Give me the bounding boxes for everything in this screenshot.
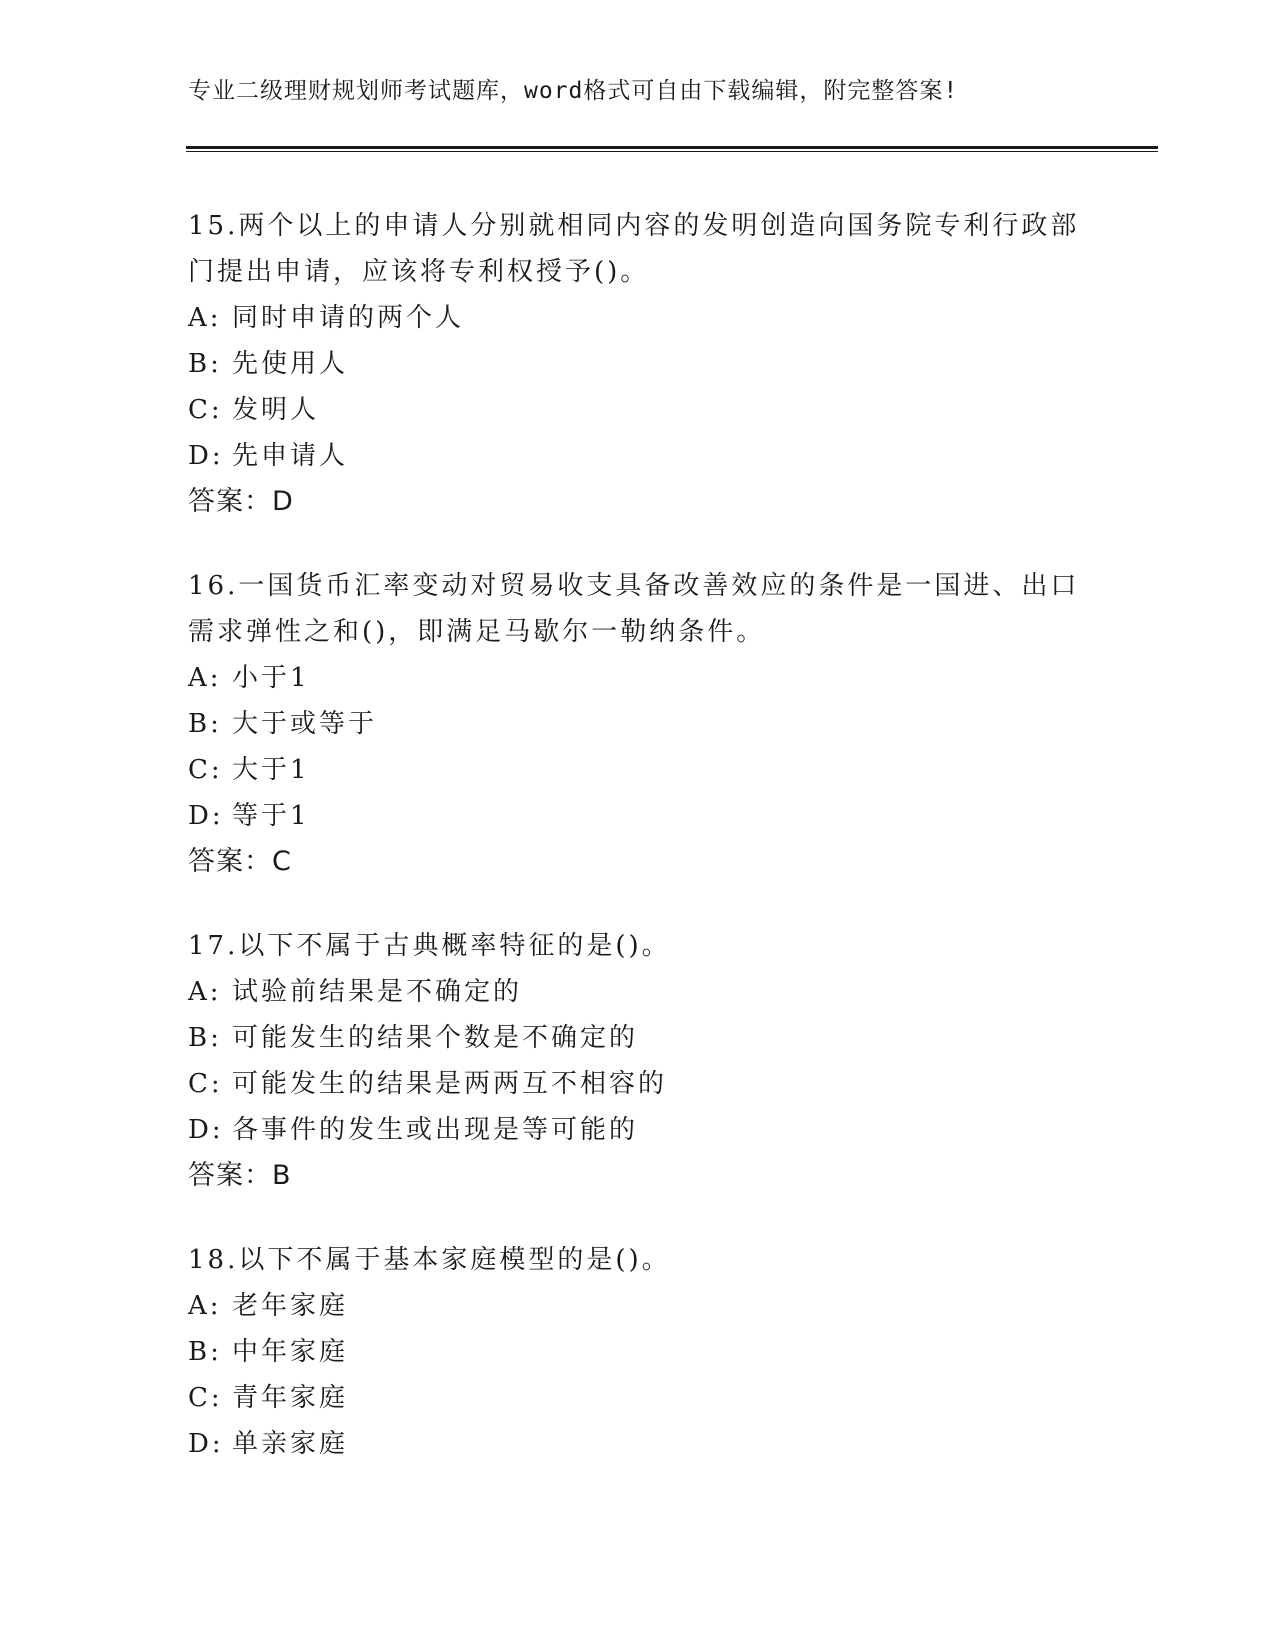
question-16	[188, 563, 1088, 885]
option-a	[188, 295, 1088, 341]
option-c	[188, 387, 1088, 433]
option-text: 大于或等于	[232, 709, 378, 739]
option-letter: C:	[188, 1383, 223, 1413]
option-letter: B:	[188, 1337, 222, 1367]
answer-line: 答案：D	[188, 486, 294, 517]
question-stem: 17.以下不属于古典概率特征的是()。	[188, 931, 671, 961]
page-header: 专业二级理财规划师考试题库，word格式可自由下载编辑，附完整答案!	[188, 78, 959, 104]
option-a	[188, 969, 1088, 1015]
option-c	[188, 1375, 1088, 1421]
option-text: 发明人	[232, 395, 320, 425]
question-list	[188, 203, 1088, 1505]
option-d	[188, 433, 1088, 479]
question-15	[188, 203, 1088, 525]
option-text: 可能发生的结果是两两互不相容的	[232, 1069, 668, 1099]
option-letter: A:	[188, 303, 222, 333]
option-letter: C:	[188, 1069, 223, 1099]
option-letter: A:	[188, 977, 222, 1007]
question-17	[188, 923, 1088, 1199]
option-d	[188, 1421, 1088, 1467]
option-text: 可能发生的结果个数是不确定的	[232, 1023, 639, 1053]
option-text: 中年家庭	[232, 1337, 349, 1367]
option-letter: A:	[188, 1291, 222, 1321]
question-stem: 18.以下不属于基本家庭模型的是()。	[188, 1245, 671, 1275]
option-letter: B:	[188, 349, 222, 379]
header-divider	[186, 146, 1158, 152]
option-letter: B:	[188, 1023, 222, 1053]
option-letter: A:	[188, 663, 222, 693]
option-letter: C:	[188, 395, 223, 425]
option-text: 单亲家庭	[232, 1429, 349, 1459]
option-a	[188, 1283, 1088, 1329]
option-text: 等于1	[232, 801, 310, 831]
option-text: 小于1	[232, 663, 310, 693]
option-d	[188, 793, 1088, 839]
option-b	[188, 341, 1088, 387]
answer-line: 答案：C	[188, 846, 292, 877]
option-text: 先申请人	[232, 441, 349, 471]
option-letter: C:	[188, 755, 223, 785]
option-text: 各事件的发生或出现是等可能的	[232, 1115, 639, 1145]
option-c	[188, 747, 1088, 793]
option-letter: D:	[188, 441, 224, 471]
option-letter: D:	[188, 801, 224, 831]
question-stem: 16.一国货币汇率变动对贸易收支具备改善效应的条件是一国进、出口需求弹性之和()，即满足马歇尔一勒纳条件。	[188, 571, 1080, 647]
option-a	[188, 655, 1088, 701]
question-stem: 15.两个以上的申请人分别就相同内容的发明创造向国务院专利行政部门提出申请，应该将专利权授予()。	[188, 211, 1080, 287]
option-text: 青年家庭	[232, 1383, 349, 1413]
option-text: 先使用人	[232, 349, 349, 379]
answer-line: 答案：B	[188, 1160, 292, 1191]
option-b	[188, 1329, 1088, 1375]
option-text: 大于1	[232, 755, 310, 785]
option-letter: B:	[188, 709, 222, 739]
option-c	[188, 1061, 1088, 1107]
option-letter: D:	[188, 1115, 224, 1145]
question-18	[188, 1237, 1088, 1467]
option-b	[188, 701, 1088, 747]
option-d	[188, 1107, 1088, 1153]
option-text: 试验前结果是不确定的	[232, 977, 523, 1007]
option-text: 同时申请的两个人	[232, 303, 465, 333]
option-letter: D:	[188, 1429, 224, 1459]
option-text: 老年家庭	[232, 1291, 349, 1321]
option-b	[188, 1015, 1088, 1061]
